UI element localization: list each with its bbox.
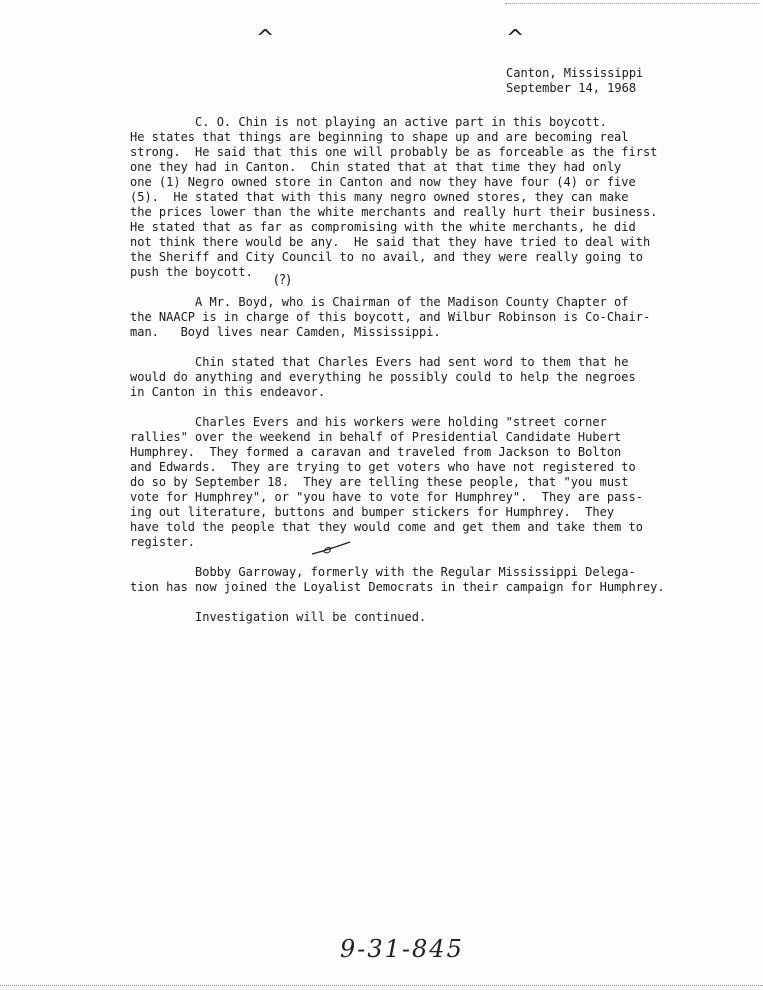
text-line: He stated that as far as compromising with the white merchants, he did	[130, 220, 636, 234]
text-line: vote for Humphrey", or "you have to vote for Humphrey". They are pass-	[130, 490, 643, 504]
text-line: push the boycott.	[130, 265, 253, 279]
text-line: the NAACP is in charge of this boycott, and Wilbur Robinson is Co-Chair-	[130, 310, 651, 324]
text-line: (5). He stated that with this many negro owned stores, they can make	[130, 190, 629, 204]
text-line: not think there would be any. He said that they have tried to deal with	[130, 235, 651, 249]
text-line: register.	[130, 535, 196, 549]
text-line: ing out literature, buttons and bumper stickers for Humphrey. They	[130, 505, 615, 519]
text-line: in Canton in this endeavor.	[130, 385, 326, 399]
text-line: A Mr. Boyd, who is Chairman of the Madison County Chapter of	[130, 295, 629, 309]
text-line: would do anything and everything he possibly could to help the negroes	[130, 370, 636, 384]
bottom-edge-dots	[0, 985, 763, 987]
caret-mark-right: ^	[506, 26, 525, 51]
text-line: Charles Evers and his workers were holding "street corner	[130, 415, 607, 429]
text-line: and Edwards. They are trying to get voters who have not registered to	[130, 460, 636, 474]
text-line: man. Boyd lives near Camden, Mississippi.	[130, 325, 441, 339]
text-line: strong. He said that this one will probably be as forceable as the first	[130, 145, 658, 159]
text-line: C. O. Chin is not playing an active part in this boycott.	[130, 115, 607, 129]
handwritten-question-annotation: (?)	[274, 273, 292, 288]
paragraph-garroway	[130, 565, 690, 595]
memo-body	[130, 115, 690, 640]
paragraph-closing	[130, 610, 690, 625]
text-line: Bobby Garroway, formerly with the Regular Mississippi Delega-	[130, 565, 636, 579]
date-text: September 14, 1968	[506, 81, 637, 95]
text-line: have told the people that they would come and get them and take them to	[130, 520, 643, 534]
text-line: do so by September 18. They are telling these people, that "you must	[130, 475, 629, 489]
paragraph-evers-help	[130, 355, 690, 400]
text-line: Chin stated that Charles Evers had sent word to them that he	[130, 355, 629, 369]
paragraph-chin-boycott	[130, 115, 690, 280]
paragraph-rallies	[130, 415, 690, 550]
text-line: Investigation will be continued.	[130, 610, 427, 624]
text-line: the prices lower than the white merchants and really hurt their business.	[130, 205, 658, 219]
text-line: Humphrey. They formed a caravan and traveled from Jackson to Bolton	[130, 445, 622, 459]
text-line: one (1) Negro owned store in Canton and now they have four (4) or five	[130, 175, 636, 189]
text-line: the Sheriff and City Council to no avail, and they were really going to	[130, 250, 643, 264]
dateline	[506, 66, 643, 96]
place-text: Canton, Mississippi	[506, 66, 644, 80]
handwritten-file-number: 9-31-845	[340, 935, 464, 963]
caret-mark-left: ^	[256, 26, 275, 51]
paragraph-naacp-leaders	[130, 295, 690, 340]
text-line: tion has now joined the Loyalist Democrats in their campaign for Humphrey.	[130, 580, 665, 594]
handwritten-scribble-mark	[310, 540, 352, 558]
text-line: rallies" over the weekend in behalf of Presidential Candidate Hubert	[130, 430, 622, 444]
top-edge-dots	[505, 3, 759, 4]
text-line: He states that things are beginning to shape up and are becoming real	[130, 130, 629, 144]
text-line: one they had in Canton. Chin stated that at that time they had only	[130, 160, 622, 174]
